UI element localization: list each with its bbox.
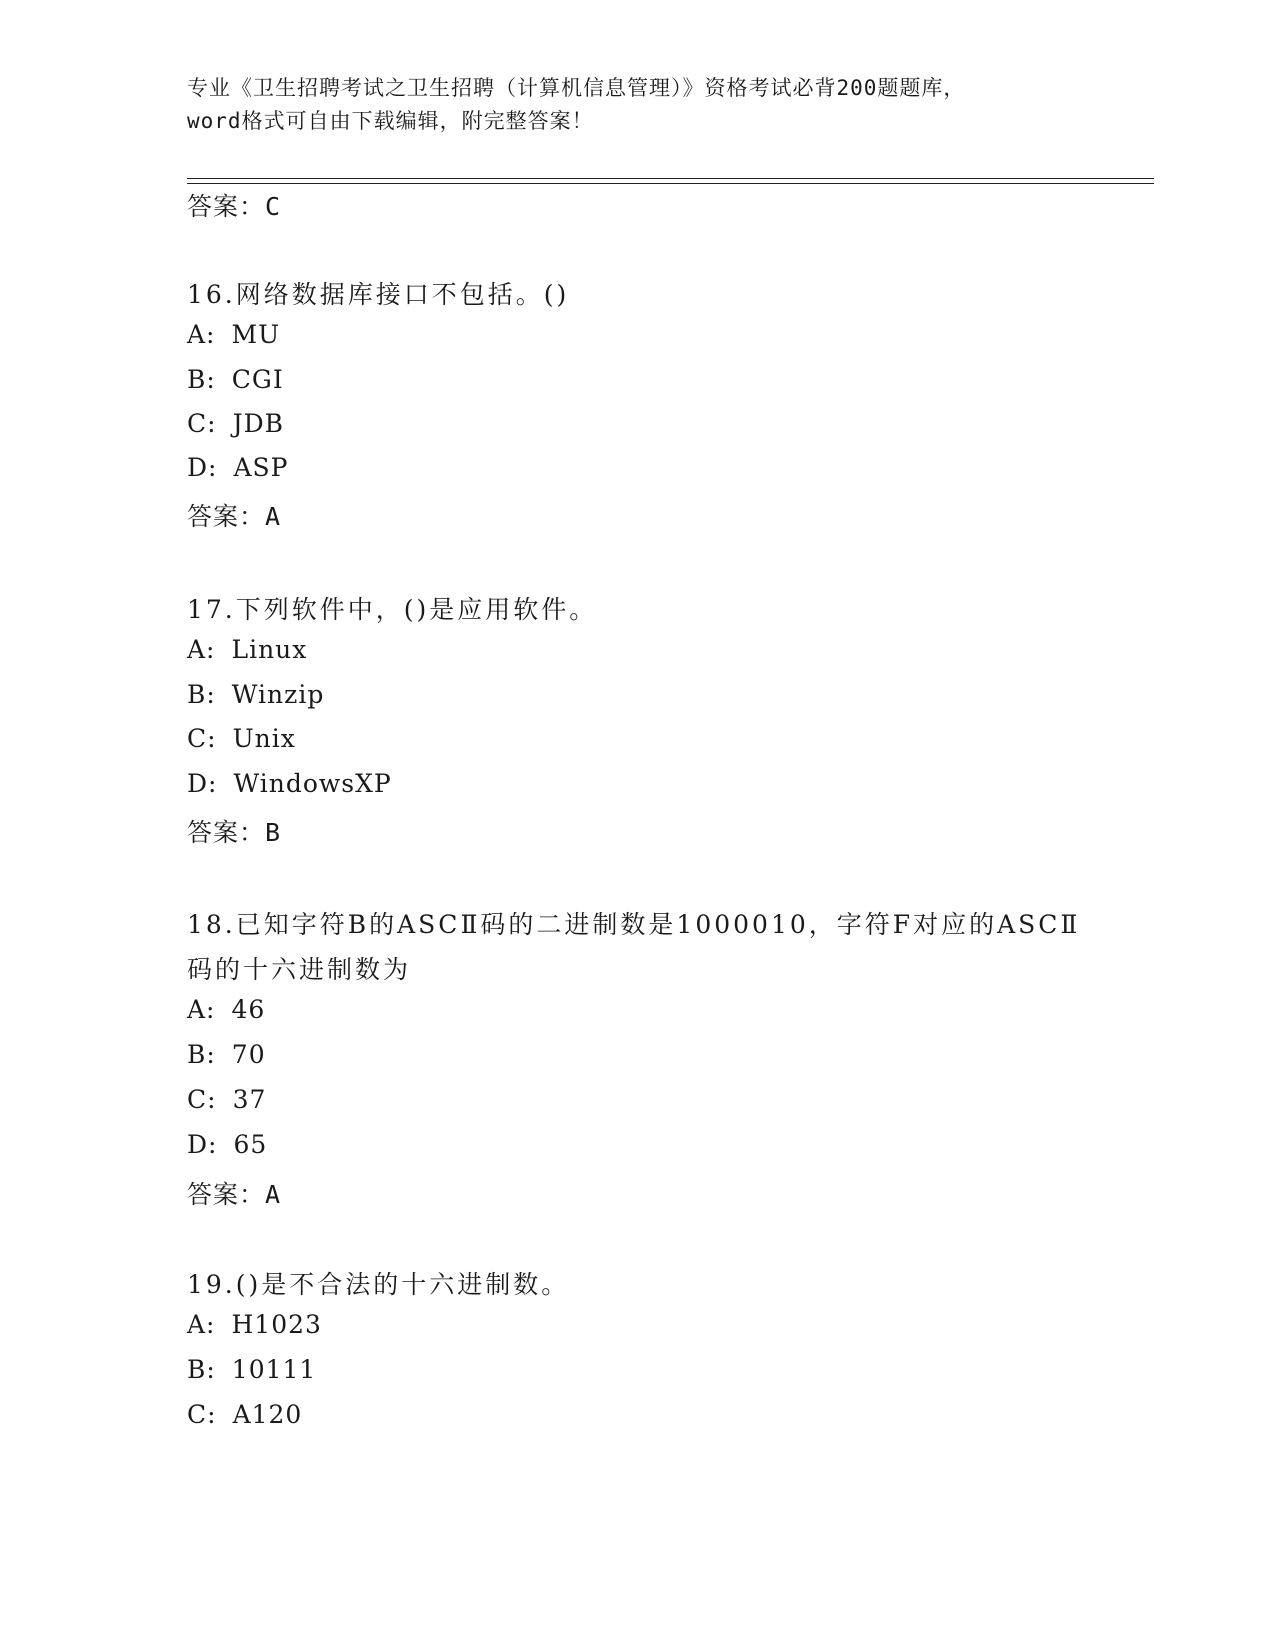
question-18-answer: 答案：A bbox=[187, 1180, 282, 1209]
option-text: Linux bbox=[231, 635, 308, 664]
header-line-2: word格式可自由下载编辑，附完整答案！ bbox=[187, 109, 594, 133]
question-19-option-b bbox=[187, 1355, 316, 1384]
option-text: Winzip bbox=[231, 680, 325, 709]
question-18-text-line-2: 码的十六进制数为 bbox=[187, 955, 412, 984]
question-18-option-b bbox=[187, 1040, 266, 1069]
question-17-option-a bbox=[187, 635, 307, 664]
question-17-option-b bbox=[187, 680, 324, 709]
option-key: B: bbox=[187, 365, 216, 394]
question-18-text-line-1: 18.已知字符B的ASCⅡ码的二进制数是1000010，字符F对应的ASCⅡ bbox=[187, 910, 1081, 939]
option-key: B: bbox=[187, 680, 216, 709]
question-18-option-a bbox=[187, 995, 265, 1024]
question-16-option-b bbox=[187, 365, 284, 394]
option-key: A: bbox=[187, 1310, 216, 1339]
option-text: 37 bbox=[232, 1085, 267, 1114]
question-17-option-c bbox=[187, 724, 296, 753]
option-key: A: bbox=[187, 635, 216, 664]
option-text: Unix bbox=[232, 724, 296, 753]
option-text: 65 bbox=[233, 1130, 268, 1159]
question-16-option-c bbox=[187, 409, 284, 438]
option-key: A: bbox=[187, 320, 216, 349]
option-key: C: bbox=[187, 409, 217, 438]
option-key: D: bbox=[187, 769, 218, 798]
option-key: B: bbox=[187, 1040, 216, 1069]
option-text: 70 bbox=[231, 1040, 266, 1069]
header-line-1: 专业《卫生招聘考试之卫生招聘（计算机信息管理）》资格考试必背200题题库， bbox=[187, 76, 966, 100]
previous-answer: 答案：C bbox=[187, 192, 282, 221]
option-text: CGI bbox=[231, 365, 284, 394]
option-text: WindowsXP bbox=[233, 769, 392, 798]
question-16-option-d bbox=[187, 453, 288, 482]
option-text: 10111 bbox=[231, 1355, 317, 1384]
option-key: D: bbox=[187, 453, 218, 482]
header-divider-top bbox=[187, 178, 1154, 179]
question-17-text: 17.下列软件中，()是应用软件。 bbox=[187, 595, 598, 624]
option-key: C: bbox=[187, 1085, 217, 1114]
question-17-answer: 答案：B bbox=[187, 818, 282, 847]
question-19-option-c bbox=[187, 1400, 302, 1429]
question-18-option-d bbox=[187, 1130, 267, 1159]
option-text: JDB bbox=[232, 409, 284, 438]
question-16-answer: 答案：A bbox=[187, 502, 282, 531]
question-19-option-a bbox=[187, 1310, 322, 1339]
header-divider-bottom bbox=[187, 183, 1154, 184]
option-text: H1023 bbox=[231, 1310, 322, 1339]
option-key: D: bbox=[187, 1130, 218, 1159]
option-text: ASP bbox=[233, 453, 289, 482]
question-19-text: 19.()是不合法的十六进制数。 bbox=[187, 1270, 570, 1299]
question-18-option-c bbox=[187, 1085, 266, 1114]
question-17-option-d bbox=[187, 769, 392, 798]
option-key: B: bbox=[187, 1355, 216, 1384]
question-16-text: 16.网络数据库接口不包括。() bbox=[187, 280, 570, 309]
option-key: C: bbox=[187, 1400, 217, 1429]
option-text: A120 bbox=[232, 1400, 303, 1429]
option-key: C: bbox=[187, 724, 217, 753]
option-text: 46 bbox=[231, 995, 266, 1024]
document-header bbox=[187, 72, 1087, 138]
question-16-option-a bbox=[187, 320, 280, 349]
option-key: A: bbox=[187, 995, 216, 1024]
option-text: MU bbox=[231, 320, 281, 349]
